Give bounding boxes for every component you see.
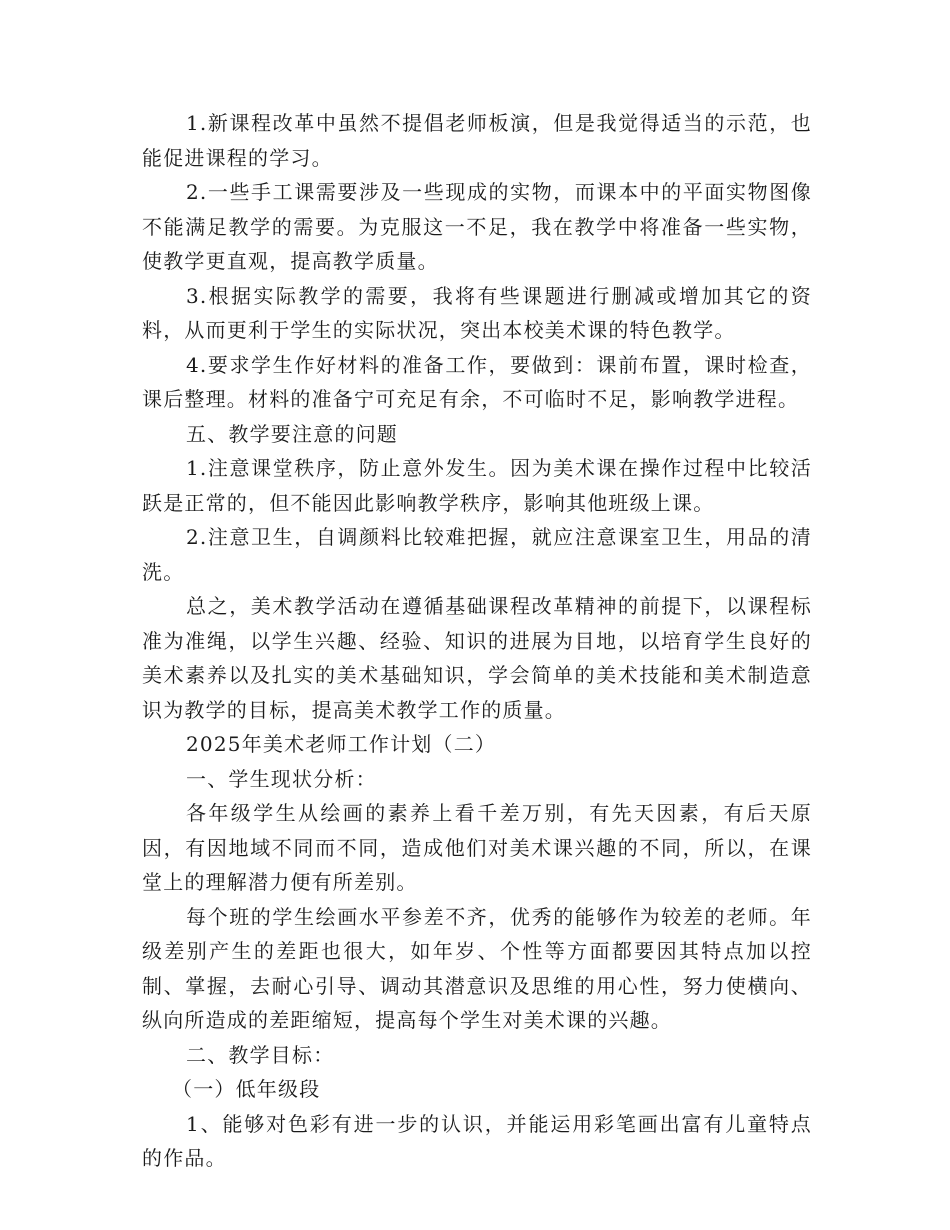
paragraph-materials: 4.要求学生作好材料的准备工作，要做到：课前布置，课时检查，课后整理。材料的准备宁可充足有余，不可临时不足，影响教学进程。 xyxy=(142,352,812,411)
document-subtitle: 2025年美术老师工作计划（二） xyxy=(186,732,497,756)
document-body xyxy=(142,106,812,1176)
paragraph-summary: 总之，美术教学活动在遵循基础课程改革精神的前提下，以课程标准为准绳，以学生兴趣、经验、知识的进展为目地，以培育学生良好的美术素养以及扎实的美术基础知识，学会简单的美术技能和美术制造意识为教学的目标，提高美术教学工作的质量。 xyxy=(142,594,812,722)
paragraph-hygiene: 2.注意卫生，自调颜料比较难把握，就应注意课室卫生，用品的清洗。 xyxy=(142,525,812,584)
section-heading-teaching-goals: 二、教学目标： xyxy=(186,1042,335,1067)
paragraph-classroom-order: 1.注意课堂秩序，防止意外发生。因为美术课在操作过程中比较活跃是正常的，但不能因此影响教学秩序，影响其他班级上课。 xyxy=(142,456,812,515)
paragraph-demonstration: 1.新课程改革中虽然不提倡老师板演，但是我觉得适当的示范，也能促进课程的学习。 xyxy=(142,111,812,170)
section-heading-student-analysis: 一、学生现状分析： xyxy=(186,766,377,791)
subsection-heading-lower-grades: （一）低年级段 xyxy=(172,1077,321,1101)
paragraph-adjust-topics: 3.根据实际教学的需要，我将有些课题进行删减或增加其它的资料，从而更利于学生的实际状况，突出本校美术课的特色教学。 xyxy=(142,283,812,342)
section-heading-issues: 五、教学要注意的问题 xyxy=(186,421,398,446)
paragraph-class-levels: 每个班的学生绘画水平参差不齐，优秀的能够作为较差的老师。年级差别产生的差距也很大，如年岁、个性等方面都要因其特点加以控制、掌握，去耐心引导、调动其潜意识及思维的用心性，努力使横向、纵向所造成的差距缩短，提高每个学生对美术课的兴趣。 xyxy=(142,904,812,1032)
paragraph-student-differences: 各年级学生从绘画的素养上看千差万别，有先天因素，有后天原因，有因地域不同而不同，造成他们对美术课兴趣的不同，所以，在课堂上的理解潜力便有所差别。 xyxy=(142,801,812,894)
paragraph-real-objects: 2.一些手工课需要涉及一些现成的实物，而课本中的平面实物图像不能满足教学的需要。为克服这一不足，我在教学中将准备一些实物，使教学更直观，提高教学质量。 xyxy=(142,180,812,273)
paragraph-color-recognition: 1、能够对色彩有进一步的认识，并能运用彩笔画出富有儿童特点的作品。 xyxy=(142,1111,812,1170)
